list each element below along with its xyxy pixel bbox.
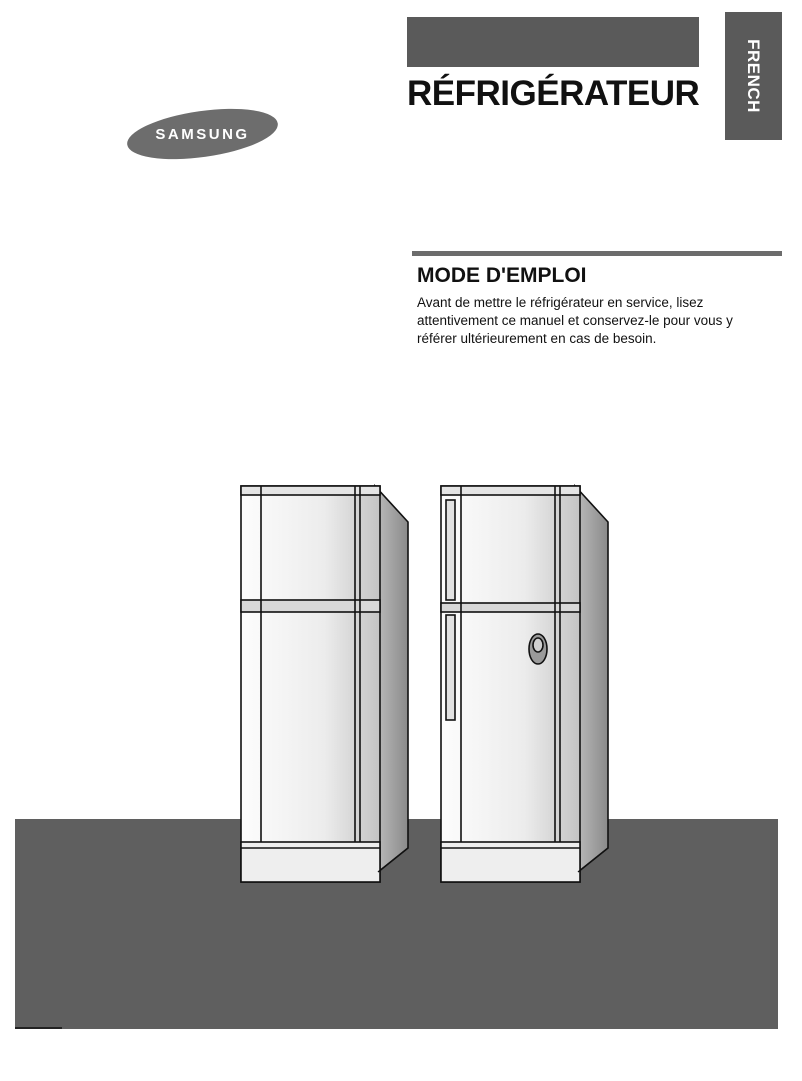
refrigerator-left bbox=[241, 486, 408, 882]
manual-heading: MODE D'EMPLOI bbox=[417, 264, 587, 287]
logo-text: SAMSUNG bbox=[155, 126, 250, 143]
intro-line: attentivement ce manuel et conservez-le pour vous y bbox=[417, 313, 733, 328]
refrigerator-right bbox=[441, 486, 608, 882]
language-tab bbox=[725, 12, 782, 140]
intro-line: référer ultérieurement en cas de besoin. bbox=[417, 331, 657, 346]
refrigerators-illustration bbox=[230, 480, 620, 890]
page-title: RÉFRIGÉRATEUR bbox=[407, 74, 700, 113]
intro-paragraph bbox=[417, 294, 757, 348]
floor-line bbox=[15, 1027, 62, 1029]
language-tab-label: FRENCH bbox=[744, 39, 763, 113]
intro-line: Avant de mettre le réfrigérateur en service, lisez bbox=[417, 295, 704, 310]
section-rule bbox=[412, 251, 782, 256]
header-bar bbox=[407, 17, 699, 67]
samsung-logo bbox=[126, 107, 279, 161]
